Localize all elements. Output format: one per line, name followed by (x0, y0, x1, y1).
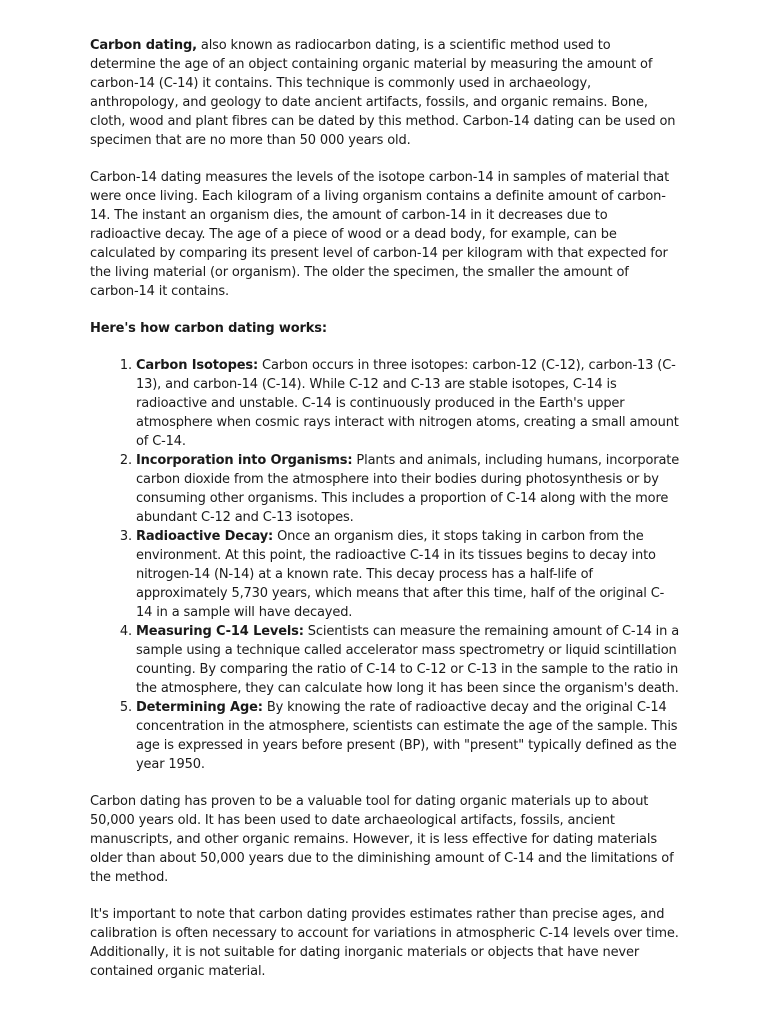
step-text: By knowing the rate of radioactive decay and the original C-14 concentration in the atmosphere, scientists can estimate the age of the sample. This age is expressed in years before present (BP), with "present" typically defined as the year 1950. (136, 700, 678, 772)
step-title: Radioactive Decay: (136, 529, 274, 544)
step-text: Scientists can measure the remaining amount of C-14 in a sample using a technique called accelerator mass spectrometry or liquid scintillation counting. By comparing the ratio of C-14 to C-12 or C-13 in the sample to the ratio in the atmosphere, they can calculate how long it has been since the organism's death. (136, 624, 680, 696)
document-page (90, 36, 680, 999)
list-item (136, 356, 680, 451)
section-heading: Here's how carbon dating works: (90, 321, 327, 336)
step-text: Carbon occurs in three isotopes: carbon-12 (C-12), carbon-13 (C-13), and carbon-14 (C-14). While C-12 and C-13 are stable isotopes, C-14 is radioactive and unstable. C-14 is continuously produced in the Earth's upper atmosphere when cosmic rays interact with nitrogen atoms, creating a small amount of C-14. (136, 358, 679, 449)
list-item (136, 698, 680, 774)
calibration-paragraph: It's important to note that carbon dating provides estimates rather than precise ages, and calibration is often necessary to account for variations in atmospheric C-14 levels over time. Additionally, it is not suitable for dating inorganic materials or objects that have never contained organic material. (90, 907, 679, 979)
step-title: Carbon Isotopes: (136, 358, 259, 373)
list-item (136, 527, 680, 622)
intro-paragraph (90, 36, 680, 150)
steps-list (90, 356, 680, 774)
intro-text: also known as radiocarbon dating, is a scientific method used to determine the age of an object containing organic material by measuring the amount of carbon-14 (C-14) it contains. This technique is commonly used in archaeology, anthropology, and geology to date ancient artifacts, fossils, and organic remains. Bone, cloth, wood and plant fibres can be dated by this method. Carbon-14 dating can be used on specimen that are no more than 50 000 years old. (90, 38, 676, 148)
step-title: Measuring C-14 Levels: (136, 624, 304, 639)
usefulness-paragraph: Carbon dating has proven to be a valuable tool for dating organic materials up to about 50,000 years old. It has been used to date archaeological artifacts, fossils, ancient manuscripts, and other organic remains. However, it is less effective for dating materials older than about 50,000 years due to the diminishing amount of C-14 and the limitations of the method. (90, 794, 674, 885)
isotope-paragraph: Carbon-14 dating measures the levels of the isotope carbon-14 in samples of material that were once living. Each kilogram of a living organism contains a definite amount of carbon-14. The instant an organism dies, the amount of carbon-14 in it decreases due to radioactive decay. The age of a piece of wood or a dead body, for example, can be calculated by comparing its present level of carbon-14 per kilogram with that expected for the living material (or organism). The older the specimen, the smaller the amount of carbon-14 it contains. (90, 170, 670, 299)
list-item (136, 451, 680, 527)
step-text: Plants and animals, including humans, incorporate carbon dioxide from the atmosphere into their bodies during photosynthesis or by consuming other organisms. This includes a proportion of C-14 along with the more abundant C-12 and C-13 isotopes. (136, 453, 680, 525)
step-title: Incorporation into Organisms: (136, 453, 353, 468)
step-text: Once an organism dies, it stops taking in carbon from the environment. At this point, the radioactive C-14 in its tissues begins to decay into nitrogen-14 (N-14) at a known rate. This decay process has a half-life of approximately 5,730 years, which means that after this time, half of the original C-14 in a sample will have decayed. (136, 529, 665, 620)
list-item (136, 622, 680, 698)
intro-term: Carbon dating, (90, 38, 197, 53)
step-title: Determining Age: (136, 700, 263, 715)
